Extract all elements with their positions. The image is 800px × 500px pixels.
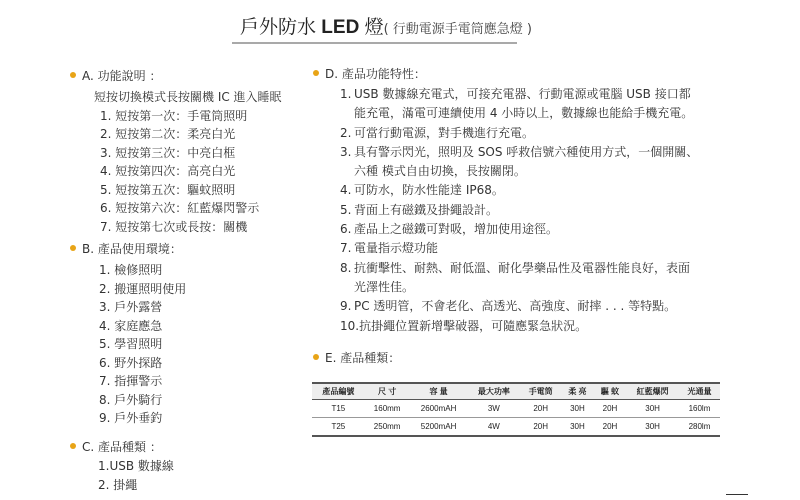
list-item [340, 259, 698, 298]
section-d-heading [313, 65, 698, 83]
list-item [340, 143, 698, 182]
item-number: 5. [340, 202, 352, 217]
section-c-heading-text: C. 產品種類 ： [82, 440, 162, 454]
list-item: 5. 短按第五次：驅蚊照明 [100, 182, 236, 197]
section-b [70, 240, 186, 428]
bullet-dot-icon [313, 354, 319, 360]
list-item [340, 220, 698, 239]
list-item [340, 297, 698, 316]
list-item [340, 124, 698, 143]
table-cell: 30H [626, 400, 679, 418]
list-item [340, 85, 698, 124]
column-header: 產品編號 [322, 387, 355, 396]
column-header: 柔 亮 [568, 387, 587, 396]
item-text: USB 數據線充電式，可接充電器、行動電源或電腦 USB 接口都 [354, 87, 691, 101]
section-a-heading [70, 67, 282, 85]
title-prefix: 戶外防水 [240, 16, 317, 38]
list-item: 5. 學習照明 [99, 337, 163, 351]
section-c [70, 438, 174, 494]
section-a [70, 67, 282, 236]
section-b-heading [70, 240, 186, 258]
item-number: 9. [340, 299, 352, 314]
list-item: 7. 短按第七次或長按：關機 [100, 219, 248, 234]
title-suffix: 燈 [364, 16, 384, 38]
list-item: 1.USB 數據線 [98, 459, 174, 473]
section-c-heading [70, 438, 174, 456]
table-cell: 20H [520, 400, 561, 418]
table-cell: 20H [594, 400, 627, 418]
item-text: PC 透明管，不會老化、高透光、高強度、耐摔 . . . 等特點。 [354, 299, 677, 314]
list-item: 4. 家庭應急 [99, 318, 163, 333]
table-header-row [312, 383, 720, 400]
column-header: 驅 蚊 [600, 387, 620, 396]
column-header: 手電筒 [528, 387, 553, 396]
item-text: 能充電，滿電可連續使用 4 小時以上，數據線也能給手機充電。 [354, 106, 694, 121]
item-text: 電量指示燈功能 [354, 241, 439, 256]
table-row [312, 418, 720, 437]
section-a-heading-text: A. 功能說明 ： [82, 69, 162, 83]
item-text: 具有警示閃光，照明及 SOS 呼救信號六種使用方式，一個開關、 [354, 144, 699, 159]
section-a-list [100, 107, 282, 237]
list-item: 6. 短按第六次：紅藍爆閃警示 [100, 201, 260, 215]
list-item: 4. 短按第四次：高亮白光 [100, 164, 236, 178]
list-item: 1. 短按第一次：手電筒照明 [100, 108, 248, 123]
item-text: 可當行動電源，對手機進行充電。 [354, 125, 535, 140]
table-cell: T25 [312, 418, 365, 437]
list-item: 1. 檢修照明 [99, 263, 163, 277]
list-item [340, 239, 698, 258]
table-cell: 30H [626, 418, 679, 437]
table-cell: 2600mAH [410, 400, 468, 418]
list-item: 7. 指揮警示 [99, 374, 163, 388]
item-text: 光澤性佳。 [354, 279, 415, 294]
list-item: 3. 短按第三次：中亮白框 [100, 145, 236, 160]
table-cell: 3W [468, 400, 521, 418]
bullet-dot-icon [70, 443, 76, 449]
product-spec-table [312, 382, 720, 437]
section-d-list [340, 85, 698, 336]
table-row [312, 400, 720, 418]
table-cell: 280lm [679, 418, 720, 437]
column-header: 最大功率 [477, 387, 510, 396]
item-number: 4. [340, 183, 352, 198]
item-text: 六種 模式自由切換，長按關閉。 [354, 164, 526, 179]
column-header: 尺 寸 [378, 387, 397, 396]
page-title [240, 12, 532, 39]
section-e-heading-text: E. 產品種類： [325, 351, 401, 365]
list-item: 3. 戶外露營 [99, 300, 163, 314]
item-number: 8. [340, 260, 352, 275]
table-cell: 250mm [365, 418, 410, 437]
page-corner-mark [726, 494, 748, 495]
item-text: 產品上之磁鐵可對吸，增加使用途徑。 [354, 222, 559, 237]
list-item [340, 181, 698, 200]
table-cell: 5200mAH [410, 418, 468, 437]
section-c-list [98, 457, 174, 494]
item-text: 背面上有磁鐵及掛繩設計。 [354, 202, 499, 217]
page-subtitle: ( 行動電源手電筒應急燈 ) [383, 22, 533, 37]
section-e-heading [313, 349, 400, 367]
list-item: 2. 短按第二次：柔亮白光 [100, 127, 236, 141]
list-item [340, 201, 698, 220]
list-item: 9. 戶外垂釣 [99, 411, 163, 425]
table-cell: 20H [594, 418, 627, 437]
table-cell: 4W [468, 418, 521, 437]
item-number: 10. [340, 318, 360, 333]
list-item: 2. 搬運照明使用 [99, 281, 187, 296]
section-b-heading-text: B. 產品使用環境： [82, 242, 182, 256]
table-cell: 30H [561, 400, 594, 418]
section-a-intro: 短按切換模式長按關機 IC 進入睡眠 [94, 90, 282, 104]
column-header: 光通量 [687, 387, 712, 396]
item-text: 可防水，防水性能達 IP68。 [354, 183, 504, 198]
item-number: 3. [340, 144, 352, 159]
title-led: LED [316, 17, 365, 38]
column-header: 紅藍爆閃 [636, 387, 669, 396]
bullet-dot-icon [70, 245, 76, 251]
list-item: 6. 野外探路 [99, 355, 163, 370]
table-cell: 160mm [365, 400, 410, 418]
section-e [313, 349, 400, 367]
section-d [313, 65, 698, 336]
item-number: 2. [340, 125, 352, 140]
item-number: 7. [340, 241, 352, 256]
list-item: 8. 戶外騎行 [99, 392, 163, 407]
item-text: 抗衝擊性、耐熱、耐低溫、耐化學藥品性及電器性能良好，表面 [354, 260, 691, 275]
table-cell: 20H [520, 418, 561, 437]
item-number: 6. [340, 222, 352, 237]
table-cell: T15 [312, 400, 365, 418]
section-d-heading-text: D. 產品功能特性： [325, 67, 426, 81]
bullet-dot-icon [70, 72, 76, 78]
item-number: 1. [340, 87, 352, 101]
table-cell: 160lm [679, 400, 720, 418]
column-header: 容 量 [429, 387, 448, 396]
table-cell: 30H [561, 418, 594, 437]
item-text: 抗掛繩位置新增擊破器，可隨應緊急狀況。 [359, 318, 588, 333]
bullet-dot-icon [313, 70, 319, 76]
list-item: 2. 掛繩 [98, 477, 138, 492]
section-b-list [99, 261, 186, 428]
list-item [340, 317, 698, 336]
title-underline [232, 42, 517, 44]
